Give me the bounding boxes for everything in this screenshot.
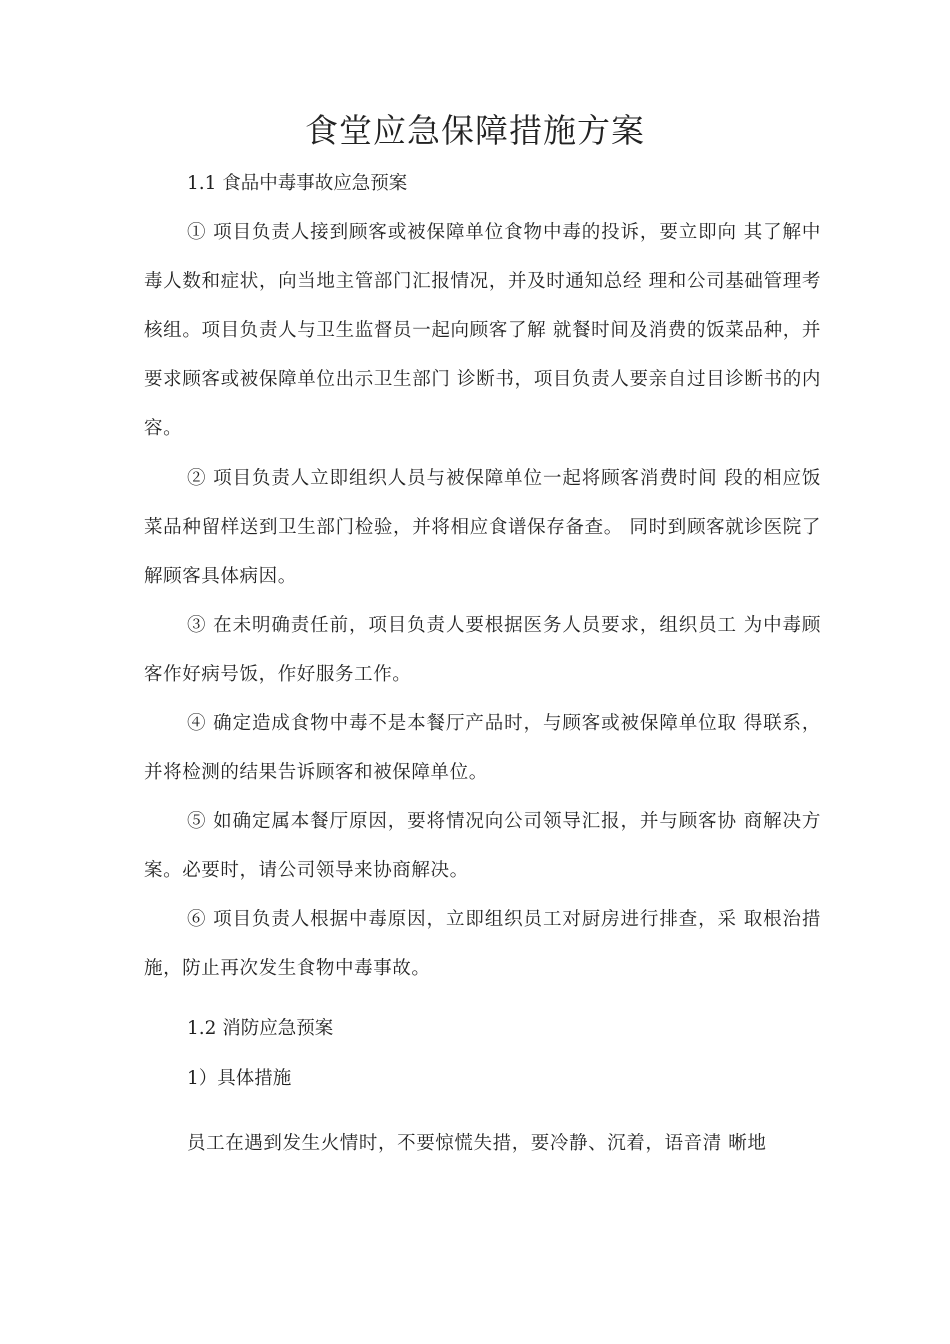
paragraph-4: ④ 确定造成食物中毒不是本餐厅产品时，与顾客或被保障单位取 得联系，并将检测的结果告诉顾客和被保障单位。 <box>144 713 821 783</box>
subsection-heading-measures: 1）具体措施 <box>187 1068 292 1089</box>
paragraph-6: ⑥ 项目负责人根据中毒原因，立即组织员工对厨房进行排查，采 取根治措施，防止再次发生食物中毒事故。 <box>144 909 821 979</box>
paragraph-2: ② 项目负责人立即组织人员与被保障单位一起将顾客消费时间 段的相应饭菜品种留样送到卫生部门检验，并将相应食谱保存备查。 同时到顾客就诊医院了解顾客具体病因。 <box>144 468 821 587</box>
section-heading-food-poisoning: 1.1 食品中毒事故应急预案 <box>187 173 408 194</box>
paragraph-1: ① 项目负责人接到顾客或被保障单位食物中毒的投诉，要立即向 其了解中毒人数和症状，向当地主管部门汇报情况，并及时通知总经 理和公司基础管理考核组。项目负责人与卫生监督员一起向顾客了解 就餐时间及消费的饭菜品种，并要求顾客或被保障单位出示卫生部门 诊断书，项目负责人要亲自过目诊断书的内容。 <box>144 222 821 439</box>
paragraph-5: ⑤ 如确定属本餐厅原因，要将情况向公司领导汇报，并与顾客协 商解决方案。必要时，请公司领导来协商解决。 <box>144 811 821 881</box>
document-title: 食堂应急保障措施方案 <box>305 111 645 150</box>
paragraph-3: ③ 在未明确责任前，项目负责人要根据医务人员要求，组织员工 为中毒顾客作好病号饭，作好服务工作。 <box>144 615 821 685</box>
paragraph-7: 员工在遇到发生火情时，不要惊慌失措，要冷静、沉着，语音清 晰地 <box>187 1133 767 1154</box>
section-heading-fire: 1.2 消防应急预案 <box>187 1018 334 1039</box>
